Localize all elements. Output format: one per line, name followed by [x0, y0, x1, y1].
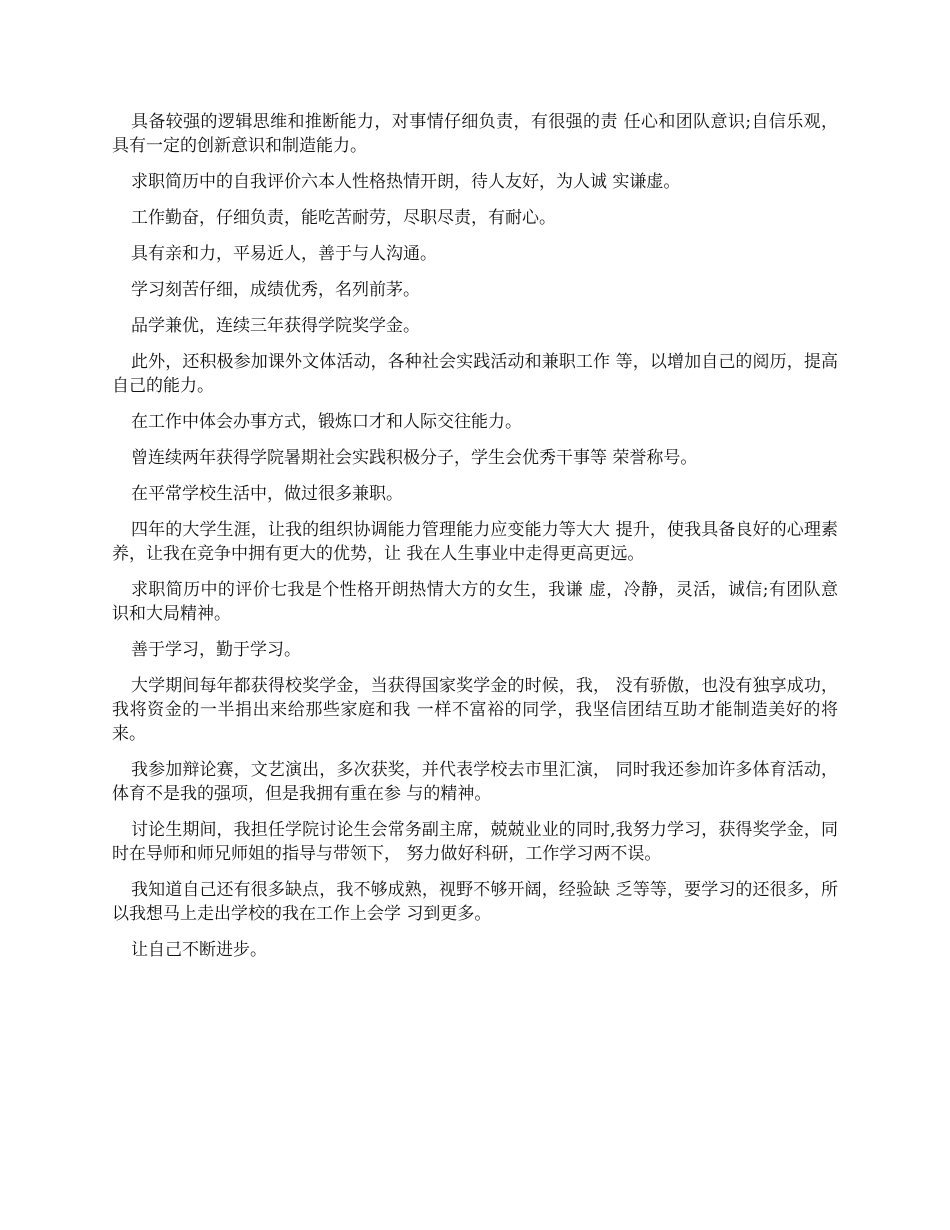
- paragraph: 善于学习，勤于学习。: [131, 640, 301, 660]
- paragraph: 我参加辩论赛，文艺演出，多次获奖，并代表学校去市里汇演， 同时我还参加许多体育活动，体育不是我的强项，但是我拥有重在参 与的精神。: [112, 760, 838, 804]
- paragraph: 大学期间每年都获得校奖学金，当获得国家奖学金的时候，我， 没有骄傲，也没有独享成功，我将资金的一半捐出来给那些家庭和我 一样不富裕的同学，我坚信团结互助才能制造美好的将来。: [112, 676, 838, 744]
- paragraph: 工作勤奋，仔细负责，能吃苦耐劳，尽职尽责，有耐心。: [131, 208, 556, 228]
- paragraph: 具有亲和力，平易近人，善于与人沟通。: [131, 244, 437, 264]
- paragraph: 求职简历中的自我评价六本人性格热情开朗，待人友好，为人诚 实谦虚。: [131, 172, 681, 192]
- paragraph: 品学兼优，连续三年获得学院奖学金。: [131, 316, 420, 336]
- paragraph: 曾连续两年获得学院暑期社会实践积极分子，学生会优秀干事等 荣誉称号。: [131, 448, 698, 468]
- paragraph: 让自己不断进步。: [131, 940, 267, 960]
- paragraph: 具备较强的逻辑思维和推断能力，对事情仔细负责，有很强的责 任心和团队意识;自信乐观，具有一定的创新意识和制造能力。: [112, 112, 838, 156]
- paragraph: 我知道自己还有很多缺点，我不够成熟，视野不够开阔，经验缺 乏等等，要学习的还很多，所以我想马上走出学校的我在工作上会学 习到更多。: [112, 880, 838, 924]
- paragraph: 在工作中体会办事方式，锻炼口才和人际交往能力。: [131, 412, 522, 432]
- paragraph: 讨论生期间，我担任学院讨论生会常务副主席，兢兢业业的同时,我努力学习，获得奖学金，同时在导师和师兄师姐的指导与带领下， 努力做好科研，工作学习两不误。: [112, 820, 838, 864]
- paragraph: 学习刻苦仔细，成绩优秀，名列前茅。: [131, 280, 420, 300]
- document-body: [112, 110, 838, 974]
- paragraph: 此外，还积极参加课外文体活动，各种社会实践活动和兼职工作 等，以增加自己的阅历，提高自己的能力。: [112, 352, 838, 396]
- paragraph: 四年的大学生涯，让我的组织协调能力管理能力应变能力等大大 提升，使我具备良好的心理素养，让我在竞争中拥有更大的优势，让 我在人生事业中走得更高更远。: [112, 520, 838, 564]
- paragraph: 求职简历中的评价七我是个性格开朗热情大方的女生，我谦 虚，冷静，灵活，诚信;有团队意识和大局精神。: [112, 580, 838, 624]
- paragraph: 在平常学校生活中，做过很多兼职。: [131, 484, 403, 504]
